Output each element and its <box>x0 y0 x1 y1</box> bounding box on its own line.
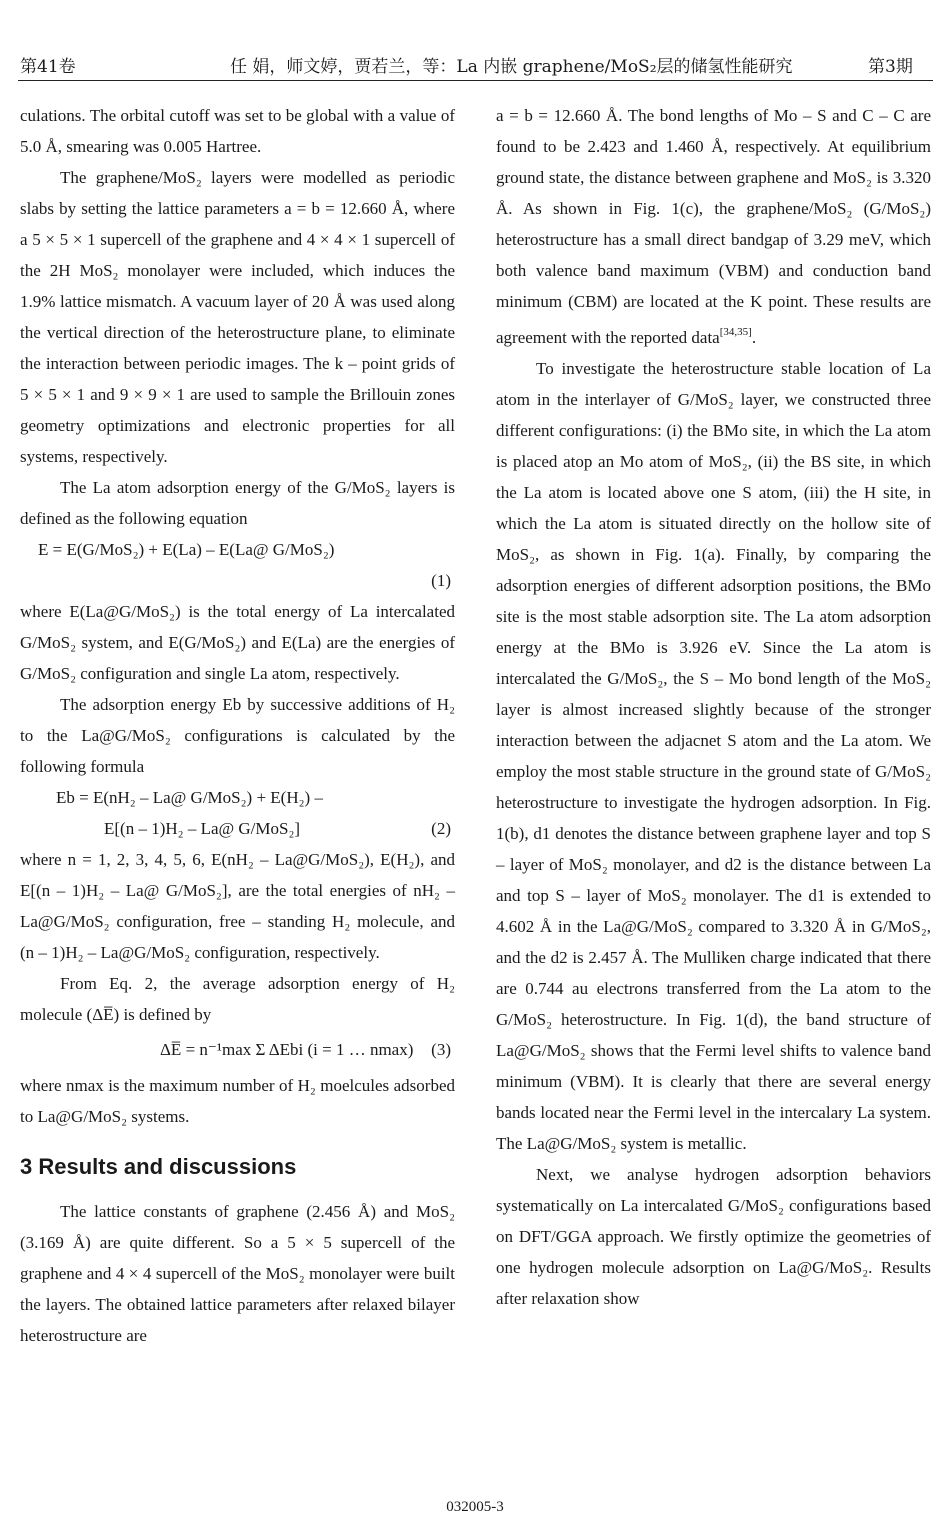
header-rule <box>18 80 933 81</box>
paragraph: where n = 1, 2, 3, 4, 5, 6, E(nH₂ – La@G/MoS₂), E(H₂), and E[(n – 1)H₂ – La@ G/MoS₂], are the total energies of nH₂ – La@G/MoS₂ configuration, free – standing H₂ molecule, and (n – 1)H₂ – La@G/MoS₂ configuration, respectively. <box>20 850 455 962</box>
paragraph: where E(La@G/MoS₂) is the total energy of La intercalated G/MoS₂ system, and E(G/MoS₂) and E(La) are the energies of G/MoS₂ configuration and single La atom, respectively. <box>20 602 455 683</box>
equation-1-number-line <box>20 565 455 596</box>
equation-3-body: ΔE̅ = n⁻¹max Σ ΔEbi (i = 1 … nmax) <box>160 1040 414 1059</box>
equation-2-line-2 <box>20 813 455 844</box>
paragraph: From Eq. 2, the average adsorption energy of H₂ molecule (ΔE̅) is defined by <box>20 974 455 1024</box>
left-column <box>20 100 455 1351</box>
equation-3 <box>20 1030 455 1070</box>
paragraph: The graphene/MoS₂ layers were modelled as periodic slabs by setting the lattice parameters a = b = 12.660 Å, where a 5 × 5 × 1 supercell of the graphene and 4 × 4 × 1 supercell of the 2H MoS₂ monolayer were included, which induces the 1.9% lattice mismatch. A vacuum layer of 20 Å was used along the vertical direction of the heterostructure plane, to eliminate the interaction between periodic images. The k – point grids of 5 × 5 × 1 and 9 × 9 × 1 are used to sample the Brillouin zones geometry optimizations and electronic properties for all systems, respectively. <box>20 168 455 466</box>
equation-2-body: E[(n – 1)H₂ – La@ G/MoS₂] <box>104 819 301 838</box>
right-column <box>496 100 931 1314</box>
paragraph: The lattice constants of graphene (2.456 Å) and MoS₂ (3.169 Å) are quite different. So a 5 × 5 supercell of the graphene and 4 × 4 supercell of the MoS₂ monolayer were built the layers. The obtained lattice parameters after relaxed bilayer heterostructure are <box>20 1202 455 1345</box>
equation-2-line-1 <box>20 782 455 813</box>
header-title: 任 娟，师文婷，贾若兰，等：La 内嵌 graphene/MoS₂层的储氢性能研究 <box>230 57 793 77</box>
section-heading: 3 Results and discussions <box>20 1154 297 1179</box>
paragraph-text: a = b = 12.660 Å. The bond lengths of Mo – S and C – C are found to be 2.423 and 1.460 Å, respectively. At equilibrium ground state, the distance between graphene and MoS₂ is 3.320 Å. As shown in Fig. 1(c), the graphene/MoS₂ (G/MoS₂) heterostructure has a small direct bandgap of 3.29 meV, which both valence band maximum (VBM) and conduction band minimum (CBM) are located at the K point. These results are agreement with the reported data <box>496 106 931 347</box>
equation-1-body: E = E(G/MoS₂) + E(La) – E(La@ G/MoS₂) <box>38 540 335 559</box>
paragraph <box>496 100 931 353</box>
header-volume: 第41卷 <box>20 57 76 77</box>
header-issue: 第3期 <box>868 57 913 77</box>
equation-1 <box>20 534 455 565</box>
paragraph: where nmax is the maximum number of H₂ moelcules adsorbed to La@G/MoS₂ systems. <box>20 1076 455 1126</box>
paragraph: culations. The orbital cutoff was set to be global with a value of 5.0 Å, smearing was 0.005 Hartree. <box>20 106 455 156</box>
equation-number: (3) <box>431 1040 451 1059</box>
equation-2-body: Eb = E(nH₂ – La@ G/MoS₂) + E(H₂) – <box>56 788 323 807</box>
page-number: 032005-3 <box>446 1499 504 1515</box>
paragraph: The La atom adsorption energy of the G/MoS₂ layers is defined as the following equation <box>20 478 455 528</box>
paragraph: To investigate the heterostructure stable location of La atom in the interlayer of G/MoS₂ layer, we constructed three different configurations: (i) the BMo site, in which the La atom is placed atop an Mo atom of MoS₂, (ii) the BS site, in which the La atom is located above one S atom, (iii) the H site, in which the La atom is situated directly on the hollow site of MoS₂, as shown in Fig. 1(a). Finally, by comparing the adsorption energies of different adsorption positions, the BMo site is the most stable adsorption site. The La atom adsorption energy at the BMo is 3.926 eV. Since the La atom is intercalated the G/MoS₂, the S – Mo bond length of the MoS₂ layer is almost increased slightly because of the stronger interaction between the adjacnet S atom and the La atom. We employ the most stable structure in the ground state of G/MoS₂ heterostructure to investigate the hydrogen adsorption. In Fig. 1(b), d1 denotes the distance between graphene layer and top S – layer of MoS₂ monolayer, and d2 is the distance between La and top S – layer of MoS₂ monolayer. The d1 is extended to 4.602 Å in the La@G/MoS₂ compared to 3.320 Å in G/MoS₂, and the d2 is 2.457 Å. The Mulliken charge indicated that there are 0.744 au electrons transferred from the La atom to the G/MoS₂ heterostructure. In Fig. 1(d), the band structure of La@G/MoS₂ shows that the Fermi level shifts to valence band minimum (VBM). It is clearly that there are several energy bands located near the Fermi level in the intercalary La system. The La@G/MoS₂ system is metallic. <box>496 359 931 1153</box>
equation-number: (2) <box>431 819 451 838</box>
running-header <box>0 0 950 82</box>
paragraph: Next, we analyse hydrogen adsorption behaviors systematically on La intercalated G/MoS₂ configurations based on DFT/GGA approach. We firstly optimize the geometries of one hydrogen molecule adsorption on La@G/MoS₂. Results after relaxation show <box>496 1165 931 1308</box>
paragraph-text: . <box>751 328 757 347</box>
paragraph: The adsorption energy Eb by successive additions of H₂ to the La@G/MoS₂ configurations is calculated by the following formula <box>20 695 455 776</box>
equation-number: (1) <box>431 571 451 590</box>
citation: [34,35] <box>719 326 752 338</box>
